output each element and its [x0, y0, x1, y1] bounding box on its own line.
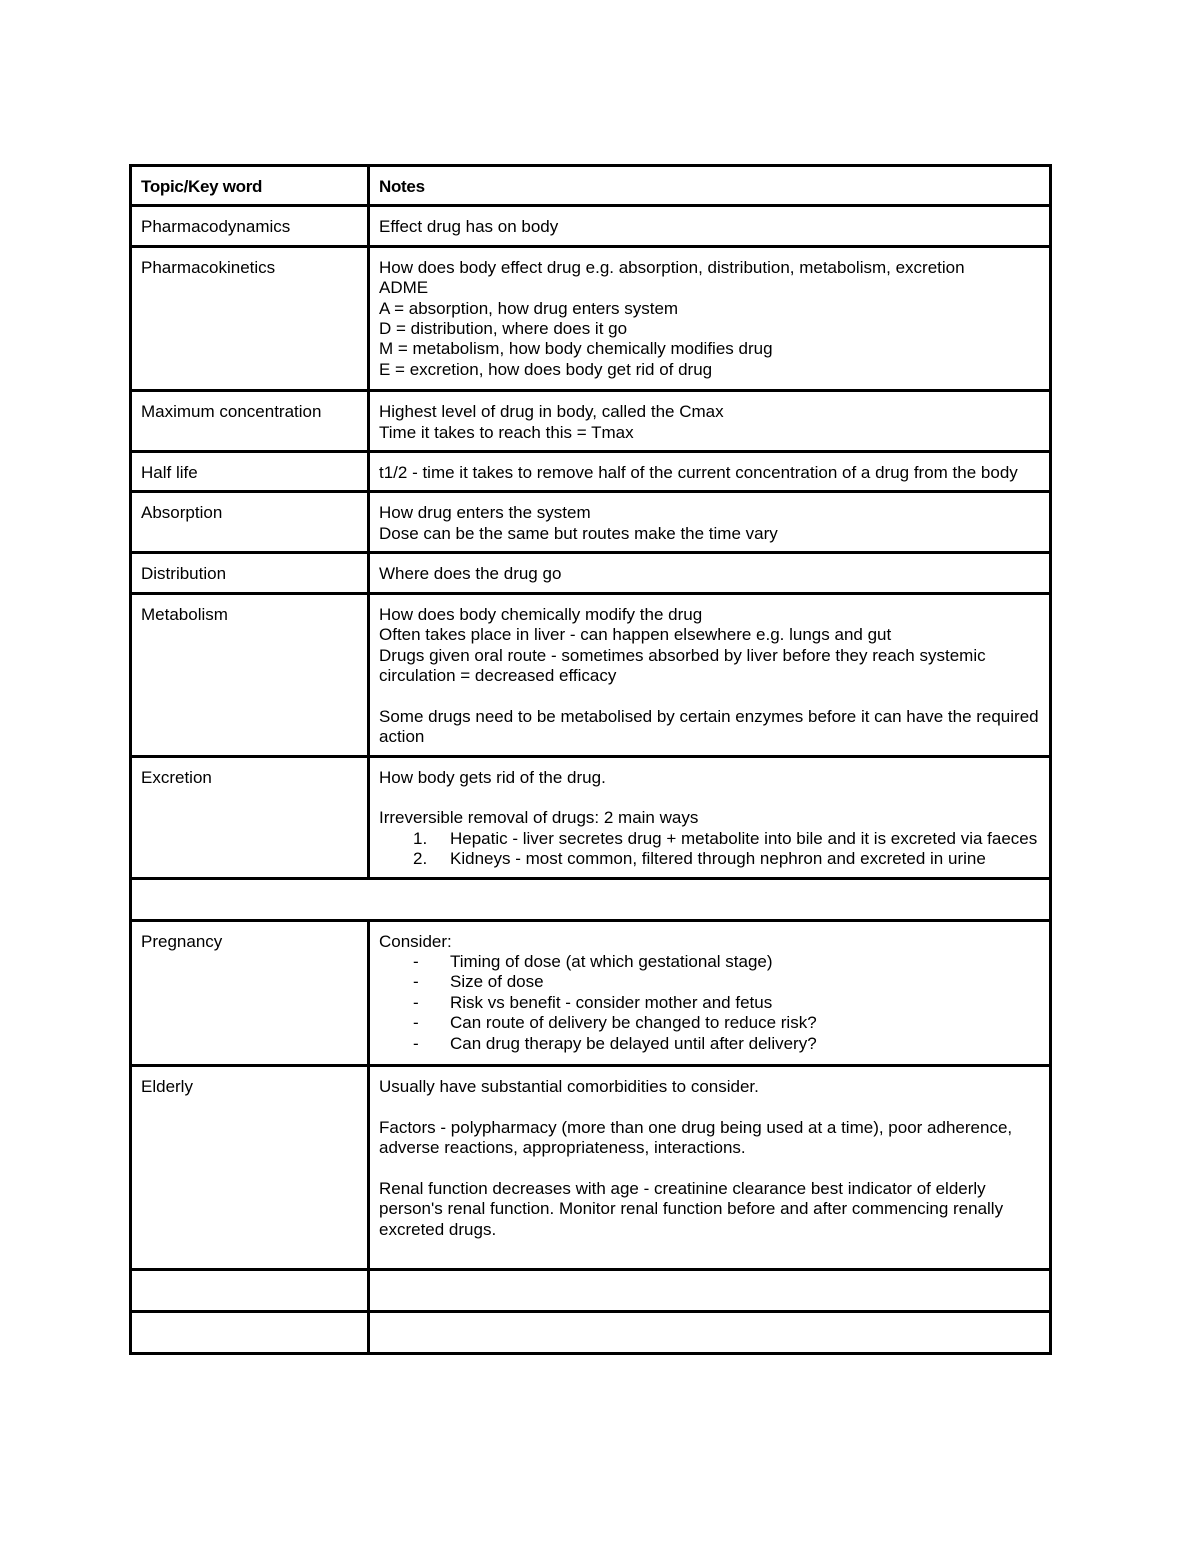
topic-label: Pharmacokinetics: [141, 257, 276, 277]
spacer: [379, 1097, 1041, 1117]
empty-cell: [131, 1270, 369, 1312]
topic-cell: [131, 246, 369, 390]
table-row-empty: [131, 1270, 1051, 1312]
list-item: [379, 829, 1041, 849]
list-item-text: Hepatic - liver secretes drug + metabolite into bile and it is excreted via faeces: [450, 828, 1038, 848]
note-line: Renal function decreases with age - creatinine clearance best indicator of elderly person's renal function. Monitor renal function before and after commencing renally excreted drugs.: [379, 1178, 1004, 1239]
table-row-empty: [131, 878, 1051, 920]
note-line: Usually have substantial comorbidities to consider.: [379, 1076, 759, 1096]
topic-cell: [131, 593, 369, 756]
empty-cell: [131, 878, 1051, 920]
notes-table: [129, 164, 1052, 1355]
note-line: Dose can be the same but routes make the time vary: [379, 523, 778, 543]
note-line: E = excretion, how does body get rid of drug: [379, 359, 713, 379]
list-item-text: Size of dose: [450, 972, 544, 992]
table-row: [131, 920, 1051, 1065]
topic-cell: [131, 553, 369, 593]
list-item: [379, 849, 1041, 869]
notes-cell: [369, 492, 1051, 553]
table-row: [131, 246, 1051, 390]
topic-label: Maximum concentration: [141, 402, 322, 422]
table-row: [131, 593, 1051, 756]
topic-label: Half life: [141, 463, 198, 483]
list-item-text: Kidneys - most common, filtered through nephron and excreted in urine: [450, 849, 986, 869]
list-marker: 2.: [413, 849, 428, 869]
note-line: Where does the drug go: [379, 564, 562, 584]
empty-cell: [369, 1270, 1051, 1312]
spacer: [379, 1159, 1041, 1179]
note-line: Consider:: [379, 931, 452, 951]
notes-cell: [369, 246, 1051, 390]
topic-label: Distribution: [141, 564, 227, 584]
spacer: [379, 686, 1041, 706]
note-line: How drug enters the system: [379, 503, 591, 523]
note-line: How does body effect drug e.g. absorption, distribution, metabolism, excretion: [379, 257, 965, 277]
note-line: How body gets rid of the drug.: [379, 767, 606, 787]
note-line: Time it takes to reach this = Tmax: [379, 422, 634, 442]
note-line: Highest level of drug in body, called the Cmax: [379, 402, 724, 422]
empty-cell: [369, 1312, 1051, 1354]
note-line: Effect drug has on body: [379, 217, 559, 237]
note-line: ADME: [379, 278, 429, 298]
topic-cell: [131, 391, 369, 452]
topic-cell: [131, 920, 369, 1065]
note-line: D = distribution, where does it go: [379, 319, 628, 339]
header-notes-label: Notes: [379, 177, 425, 196]
list-item: [379, 1013, 1041, 1033]
note-line: How does body chemically modify the drug: [379, 604, 703, 624]
list-item-text: Can route of delivery be changed to reduce risk?: [450, 1013, 817, 1033]
note-line: t1/2 - time it takes to remove half of the current concentration of a drug from the body: [379, 463, 1018, 483]
spacer: [379, 788, 1041, 808]
notes-cell: [369, 452, 1051, 492]
notes-cell: [369, 756, 1051, 878]
list-item-text: Timing of dose (at which gestational stage): [450, 951, 773, 971]
note-line: Factors - polypharmacy (more than one drug being used at a time), poor adherence, adverse reactions, appropriateness, interactions.: [379, 1117, 1013, 1158]
header-topic-label: Topic/Key word: [141, 177, 263, 196]
header-topic: [131, 166, 369, 206]
note-line: Irreversible removal of drugs: 2 main ways: [379, 808, 699, 828]
notes-cell: [369, 593, 1051, 756]
note-line: M = metabolism, how body chemically modifies drug: [379, 339, 773, 359]
list-item: [379, 1034, 1041, 1054]
notes-cell: [369, 206, 1051, 246]
note-line: Some drugs need to be metabolised by certain enzymes before it can have the required action: [379, 706, 1039, 747]
topic-label: Elderly: [141, 1076, 193, 1096]
list-marker: -: [413, 1013, 419, 1033]
list-item: [379, 952, 1041, 972]
table-row: [131, 452, 1051, 492]
topic-cell: [131, 452, 369, 492]
topic-label: Pregnancy: [141, 931, 223, 951]
list-marker: -: [413, 972, 419, 992]
list-item-text: Can drug therapy be delayed until after delivery?: [450, 1033, 817, 1053]
notes-cell: [369, 553, 1051, 593]
topic-label: Excretion: [141, 767, 212, 787]
table-row-empty: [131, 1312, 1051, 1354]
table-row: [131, 391, 1051, 452]
topic-cell: [131, 206, 369, 246]
topic-cell: [131, 492, 369, 553]
list-item-text: Risk vs benefit - consider mother and fetus: [450, 992, 773, 1012]
list-marker: -: [413, 1033, 419, 1053]
topic-cell: [131, 756, 369, 878]
table-row: [131, 492, 1051, 553]
topic-label: Metabolism: [141, 604, 228, 624]
notes-cell: [369, 920, 1051, 1065]
list-marker: -: [413, 992, 419, 1012]
table-row: [131, 206, 1051, 246]
notes-cell: [369, 391, 1051, 452]
note-line: Drugs given oral route - sometimes absorbed by liver before they reach systemic circulation = decreased efficacy: [379, 645, 986, 685]
table-row: [131, 1065, 1051, 1269]
note-line: Often takes place in liver - can happen elsewhere e.g. lungs and gut: [379, 625, 892, 645]
list-item: [379, 972, 1041, 992]
table-row: [131, 553, 1051, 593]
header-row: [131, 166, 1051, 206]
empty-cell: [131, 1312, 369, 1354]
topic-label: Absorption: [141, 503, 223, 523]
list-marker: 1.: [413, 828, 428, 848]
note-line: A = absorption, how drug enters system: [379, 298, 679, 318]
list-marker: -: [413, 951, 419, 971]
notes-cell: [369, 1065, 1051, 1269]
topic-cell: [131, 1065, 369, 1269]
header-notes: [369, 166, 1051, 206]
table-row: [131, 756, 1051, 878]
topic-label: Pharmacodynamics: [141, 217, 291, 237]
list-item: [379, 993, 1041, 1013]
